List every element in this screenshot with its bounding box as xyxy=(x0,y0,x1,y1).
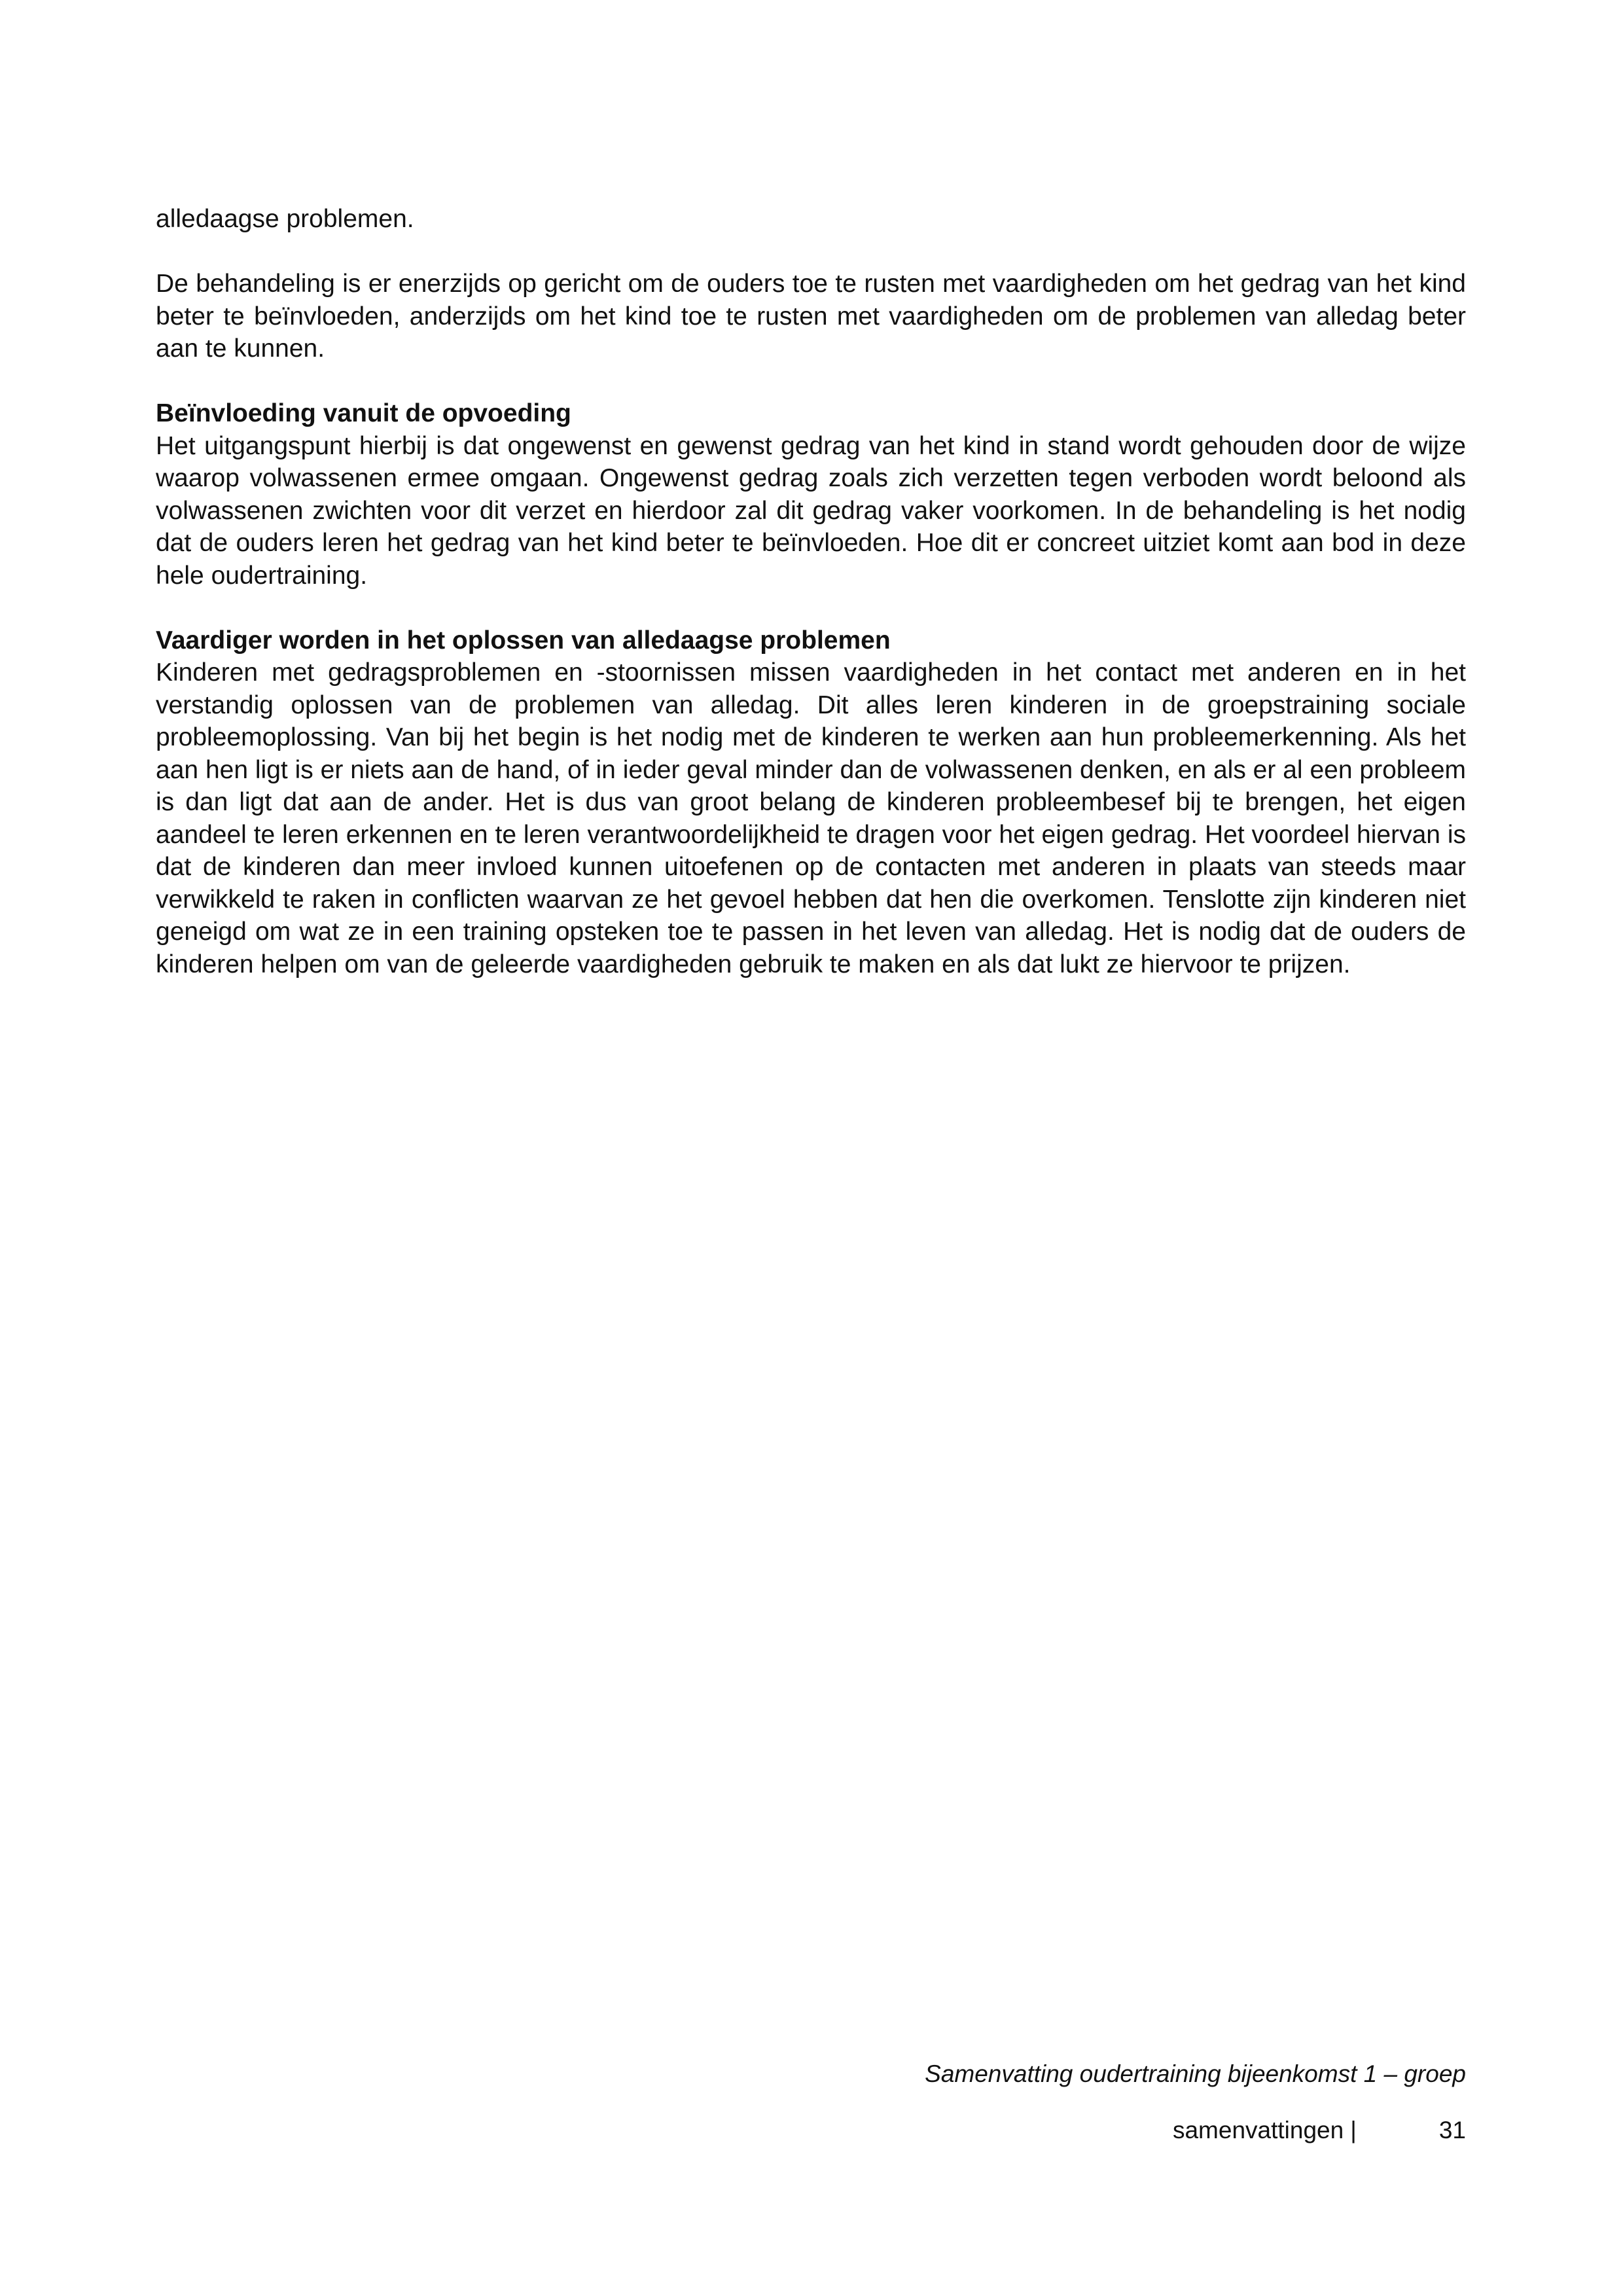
footer-section-label: samenvattingen xyxy=(1172,2117,1344,2144)
section-heading: Beïnvloeding vanuit de opvoeding xyxy=(156,399,571,427)
section-upbringing-influence xyxy=(156,397,1466,592)
footer-page-info xyxy=(1173,2117,1466,2144)
footer-separator: | xyxy=(1350,2117,1357,2144)
treatment-paragraph: De behandeling is er enerzijds op gericht om de ouders toe te rusten met vaardigheden om het gedrag van het kind beter te beïnvloeden, anderzijds om het kind toe te rusten met vaardigheden om de problemen van alledag beter aan te kunnen. xyxy=(156,270,1466,363)
section-heading: Vaardiger worden in het oplossen van alledaagse problemen xyxy=(156,626,891,655)
footer-document-title: Samenvatting oudertraining bijeenkomst 1 – groep xyxy=(925,2060,1466,2087)
intro-continuation-paragraph: alledaagse problemen. xyxy=(156,205,414,233)
section-body: Het uitgangspunt hierbij is dat ongewenst en gewenst gedrag van het kind in stand wordt gehouden door de wijze waarop volwassenen ermee omgaan. Ongewenst gedrag zoals zich verzetten tegen verboden wordt beloond als volwassenen zwichten voor dit verzet en hierdoor zal dit gedrag vaker voorkomen. In de behandeling is het nodig dat de ouders leren het gedrag van het kind beter te beïnvloeden. Hoe dit er concreet uitziet komt aan bod in deze hele oudertraining. xyxy=(156,431,1466,590)
body-text xyxy=(156,203,1466,1013)
page-number: 31 xyxy=(1438,2117,1466,2144)
section-problem-solving xyxy=(156,624,1466,981)
section-body: Kinderen met gedragsproblemen en -stoornissen missen vaardigheden in het contact met anderen en in het verstandig oplossen van de problemen van alledag. Dit alles leren kinderen in de groepstraining sociale probleemoplossing. Van bij het begin is het nodig met de kinderen te werken aan hun probleemerkenning. Als het aan hen ligt is er niets aan de hand, of in ieder geval minder dan de volwassenen denken, en als er al een probleem is dan ligt dat aan de ander. Het is dus van groot belang de kinderen probleembesef bij te brengen, het eigen aandeel te leren erkennen en te leren verantwoordelijkheid te dragen voor het eigen gedrag. Het voordeel hiervan is dat de kinderen dan meer invloed kunnen uitoefenen op de contacten met anderen in plaats van steeds maar verwikkeld te raken in conflicten waarvan ze het gevoel hebben dat hen die overkomen. Tenslotte zijn kinderen niet geneigd om wat ze in een training opsteken toe te passen in het leven van alledag. Het is nodig dat de ouders de kinderen helpen om van de geleerde vaardigheden gebruik te maken en als dat lukt ze hiervoor te prijzen. xyxy=(156,658,1466,978)
